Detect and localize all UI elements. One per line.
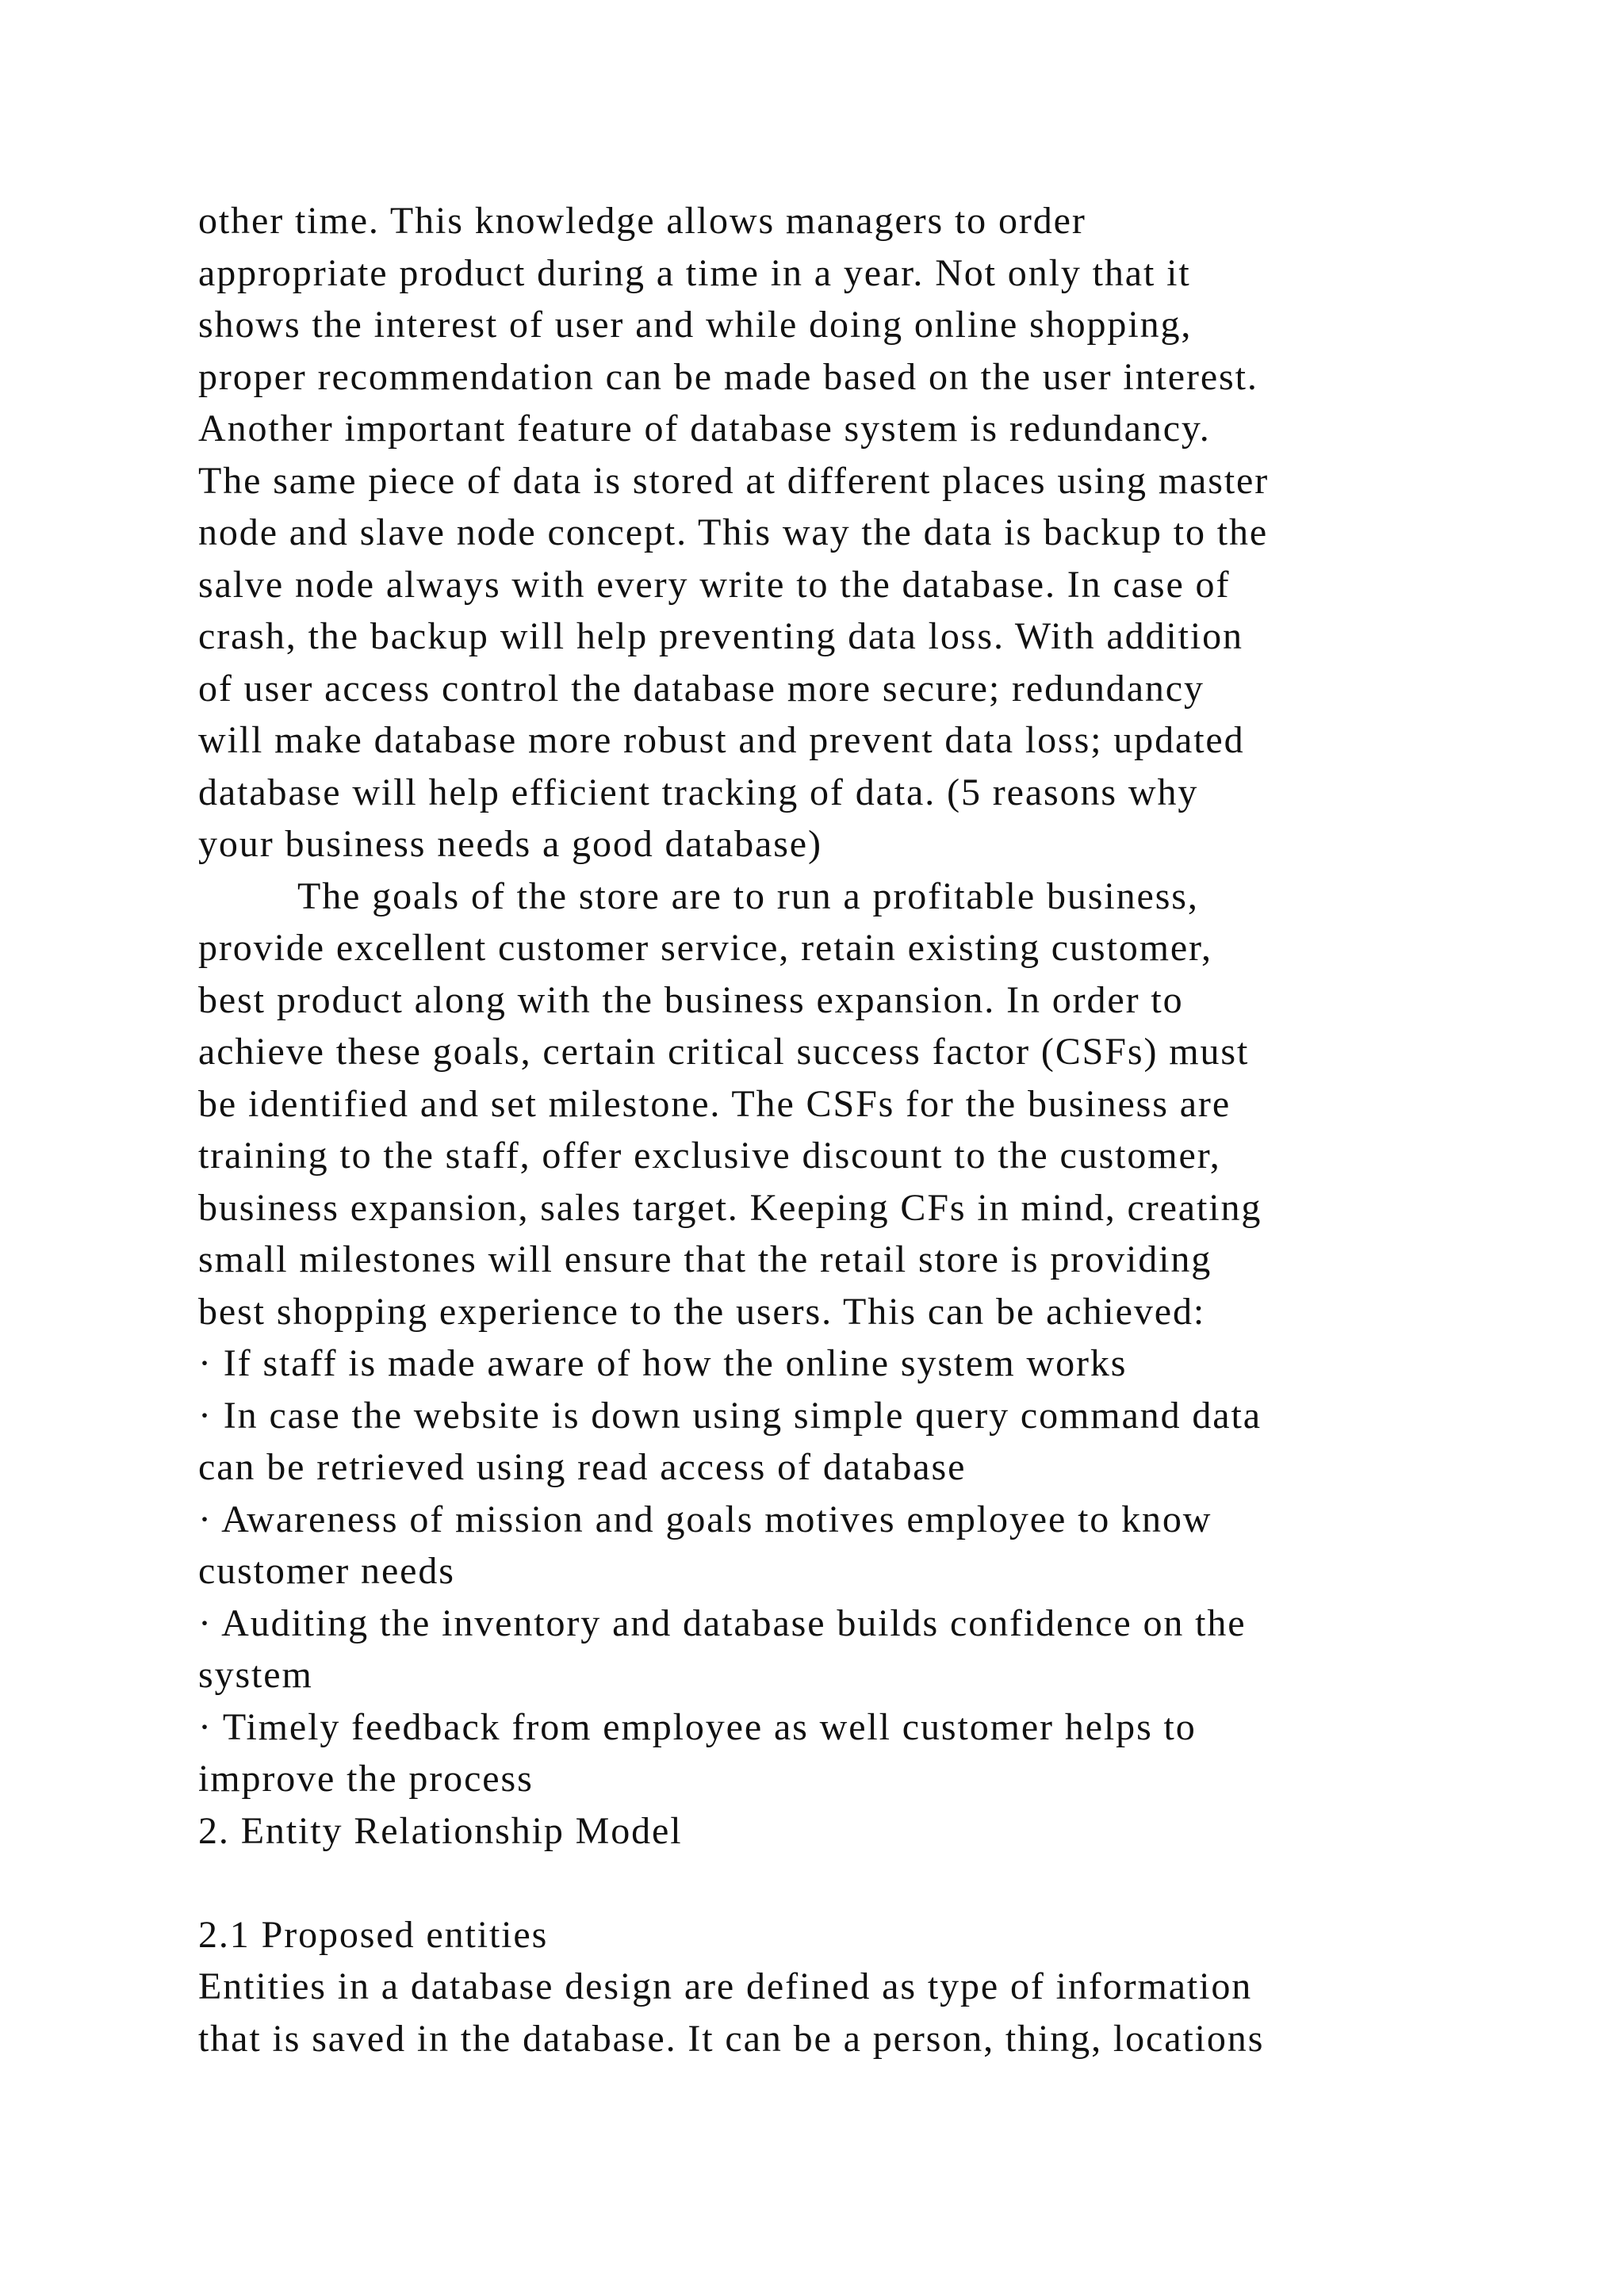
text-line: your business needs a good database): [198, 823, 822, 865]
text-line: appropriate product during a time in a year. Not only that it: [198, 251, 1191, 294]
text-line: The same piece of data is stored at different places using master: [198, 459, 1270, 502]
text-line: business expansion, sales target. Keeping CFs in mind, creating: [198, 1186, 1262, 1229]
section-heading: 2. Entity Relationship Model: [198, 1809, 683, 1852]
text-line: crash, the backup will help preventing data loss. With addition: [198, 615, 1243, 657]
text-line: that is saved in the database. It can be a person, thing, locations: [198, 2017, 1265, 2060]
text-line: best shopping experience to the users. This can be achieved:: [198, 1290, 1206, 1333]
bullet-line: · In case the website is down using simple query command data: [198, 1394, 1262, 1437]
text-line: be identified and set milestone. The CSFs for the business are: [198, 1082, 1231, 1125]
text-line: best product along with the business expansion. In order to: [198, 978, 1184, 1021]
bullet-line: · Auditing the inventory and database builds confidence on the: [198, 1601, 1247, 1644]
text-line: other time. This knowledge allows managers to order: [198, 200, 1086, 242]
text-line: achieve these goals, certain critical success factor (CSFs) must: [198, 1031, 1250, 1073]
text-line: Another important feature of database system is redundancy.: [198, 408, 1211, 450]
bullet-line: · Awareness of mission and goals motives employee to know: [198, 1498, 1212, 1540]
document-body: [198, 195, 1483, 2064]
text-line: Entities in a database design are defined as type of information: [198, 1965, 1253, 2007]
subsection-heading: 2.1 Proposed entities: [198, 1913, 549, 1956]
bullet-line: customer needs: [198, 1550, 455, 1592]
bullet-line: improve the process: [198, 1758, 534, 1800]
text-line: training to the staff, offer exclusive discount to the customer,: [198, 1135, 1221, 1177]
text-line: node and slave node concept. This way the data is backup to the: [198, 511, 1269, 553]
goals-paragraph-first-line: The goals of the store are to run a profitable business,: [297, 874, 1199, 917]
text-line: database will help efficient tracking of data. (5 reasons why: [198, 771, 1199, 813]
text-line: proper recommendation can be made based on the user interest.: [198, 355, 1258, 398]
text-line: small milestones will ensure that the retail store is providing: [198, 1238, 1212, 1280]
text-line: will make database more robust and prevent data loss; updated: [198, 719, 1245, 761]
bullet-line: can be retrieved using read access of database: [198, 1446, 967, 1488]
text-line: of user access control the database more secure; redundancy: [198, 667, 1205, 710]
bullet-line: system: [198, 1654, 313, 1696]
bullet-line: · Timely feedback from employee as well customer helps to: [198, 1705, 1197, 1748]
text-line: salve node always with every write to the database. In case of: [198, 563, 1231, 606]
bullet-line: · If staff is made aware of how the online system works: [198, 1342, 1128, 1384]
text-line: shows the interest of user and while doing online shopping,: [198, 304, 1193, 346]
blank-line: [198, 1857, 1483, 1909]
text-line: provide excellent customer service, retain existing customer,: [198, 927, 1212, 969]
